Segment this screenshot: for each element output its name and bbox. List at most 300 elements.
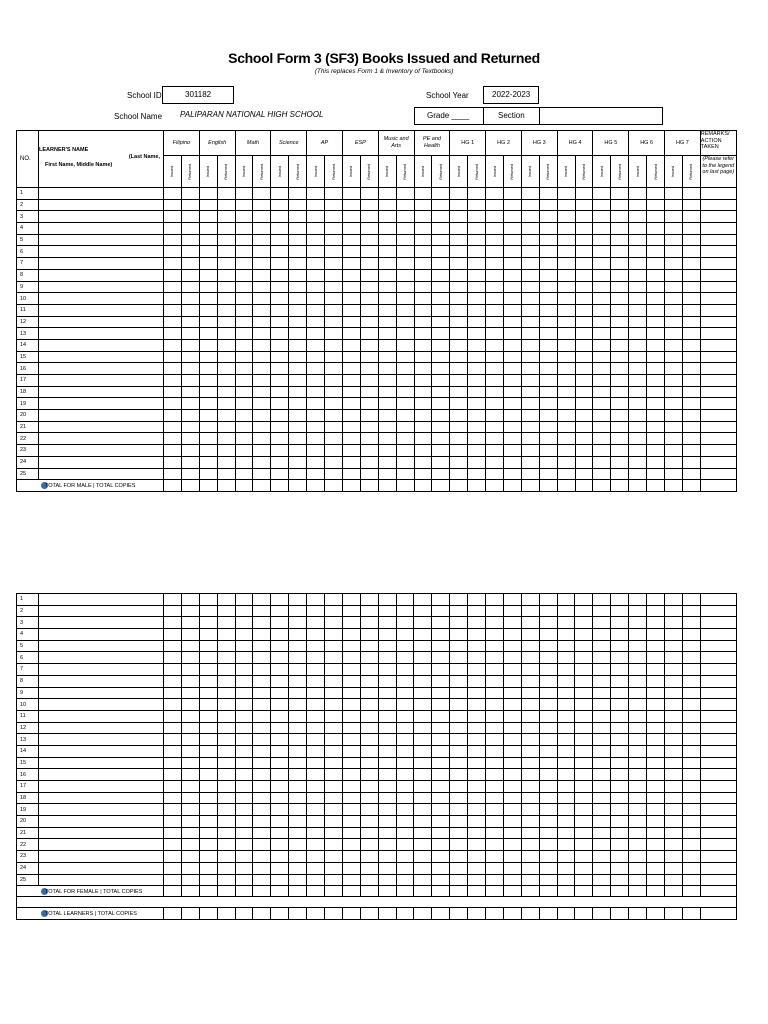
issued-cell[interactable]: [557, 781, 575, 793]
returned-cell[interactable]: [539, 769, 557, 781]
issued-cell[interactable]: [342, 269, 360, 281]
issued-cell[interactable]: [521, 398, 539, 410]
returned-cell[interactable]: [396, 258, 414, 270]
learner-name-cell[interactable]: [39, 640, 164, 652]
returned-cell[interactable]: [253, 351, 271, 363]
returned-cell[interactable]: [682, 710, 700, 722]
issued-cell[interactable]: [307, 199, 325, 211]
issued-cell[interactable]: [450, 445, 468, 457]
remarks-cell[interactable]: [700, 211, 736, 223]
total-cell[interactable]: [557, 480, 575, 492]
returned-cell[interactable]: [575, 629, 593, 641]
learner-name-cell[interactable]: [39, 675, 164, 687]
remarks-cell[interactable]: [700, 234, 736, 246]
issued-cell[interactable]: [378, 223, 396, 235]
total-cell[interactable]: [503, 908, 521, 920]
issued-cell[interactable]: [307, 839, 325, 851]
issued-cell[interactable]: [450, 281, 468, 293]
returned-cell[interactable]: [682, 617, 700, 629]
issued-cell[interactable]: [307, 386, 325, 398]
returned-cell[interactable]: [289, 246, 307, 258]
issued-cell[interactable]: [164, 258, 182, 270]
returned-cell[interactable]: [432, 246, 450, 258]
returned-cell[interactable]: [647, 675, 665, 687]
issued-cell[interactable]: [271, 223, 289, 235]
returned-cell[interactable]: [468, 640, 486, 652]
total-cell[interactable]: [396, 480, 414, 492]
returned-cell[interactable]: [611, 804, 629, 816]
returned-cell[interactable]: [468, 816, 486, 828]
issued-cell[interactable]: [486, 304, 504, 316]
returned-cell[interactable]: [611, 363, 629, 375]
returned-cell[interactable]: [253, 874, 271, 886]
learner-name-cell[interactable]: [39, 328, 164, 340]
returned-cell[interactable]: [539, 246, 557, 258]
issued-cell[interactable]: [521, 710, 539, 722]
returned-cell[interactable]: [611, 687, 629, 699]
issued-cell[interactable]: [235, 745, 253, 757]
total-cell[interactable]: [289, 886, 307, 897]
issued-cell[interactable]: [235, 456, 253, 468]
issued-cell[interactable]: [235, 363, 253, 375]
remarks-cell[interactable]: [700, 757, 736, 769]
returned-cell[interactable]: [217, 640, 235, 652]
returned-cell[interactable]: [396, 293, 414, 305]
returned-cell[interactable]: [217, 617, 235, 629]
returned-cell[interactable]: [647, 640, 665, 652]
issued-cell[interactable]: [486, 316, 504, 328]
returned-cell[interactable]: [682, 234, 700, 246]
returned-cell[interactable]: [289, 792, 307, 804]
issued-cell[interactable]: [414, 246, 432, 258]
issued-cell[interactable]: [342, 328, 360, 340]
issued-cell[interactable]: [521, 304, 539, 316]
returned-cell[interactable]: [289, 617, 307, 629]
returned-cell[interactable]: [575, 664, 593, 676]
learner-name-cell[interactable]: [39, 386, 164, 398]
returned-cell[interactable]: [325, 445, 343, 457]
issued-cell[interactable]: [521, 363, 539, 375]
issued-cell[interactable]: [414, 316, 432, 328]
issued-cell[interactable]: [235, 687, 253, 699]
issued-cell[interactable]: [521, 258, 539, 270]
returned-cell[interactable]: [253, 339, 271, 351]
total-cell[interactable]: [235, 886, 253, 897]
returned-cell[interactable]: [325, 816, 343, 828]
returned-cell[interactable]: [575, 792, 593, 804]
returned-cell[interactable]: [360, 293, 378, 305]
learner-name-cell[interactable]: [39, 339, 164, 351]
issued-cell[interactable]: [235, 433, 253, 445]
issued-cell[interactable]: [271, 375, 289, 387]
issued-cell[interactable]: [629, 258, 647, 270]
total-cell[interactable]: [181, 908, 199, 920]
returned-cell[interactable]: [647, 722, 665, 734]
issued-cell[interactable]: [235, 640, 253, 652]
issued-cell[interactable]: [450, 792, 468, 804]
returned-cell[interactable]: [217, 781, 235, 793]
remarks-cell[interactable]: [700, 410, 736, 422]
returned-cell[interactable]: [432, 874, 450, 886]
returned-cell[interactable]: [181, 363, 199, 375]
returned-cell[interactable]: [647, 304, 665, 316]
issued-cell[interactable]: [199, 769, 217, 781]
total-cell[interactable]: [414, 908, 432, 920]
issued-cell[interactable]: [342, 804, 360, 816]
remarks-cell[interactable]: [700, 640, 736, 652]
returned-cell[interactable]: [647, 398, 665, 410]
total-cell[interactable]: [521, 886, 539, 897]
returned-cell[interactable]: [432, 433, 450, 445]
returned-cell[interactable]: [289, 862, 307, 874]
issued-cell[interactable]: [378, 687, 396, 699]
issued-cell[interactable]: [235, 211, 253, 223]
issued-cell[interactable]: [307, 304, 325, 316]
returned-cell[interactable]: [253, 386, 271, 398]
issued-cell[interactable]: [378, 664, 396, 676]
returned-cell[interactable]: [396, 722, 414, 734]
returned-cell[interactable]: [539, 594, 557, 606]
returned-cell[interactable]: [217, 375, 235, 387]
returned-cell[interactable]: [432, 468, 450, 480]
returned-cell[interactable]: [468, 874, 486, 886]
learner-name-cell[interactable]: [39, 792, 164, 804]
returned-cell[interactable]: [575, 710, 593, 722]
returned-cell[interactable]: [647, 281, 665, 293]
returned-cell[interactable]: [325, 675, 343, 687]
issued-cell[interactable]: [414, 851, 432, 863]
returned-cell[interactable]: [325, 710, 343, 722]
issued-cell[interactable]: [629, 421, 647, 433]
returned-cell[interactable]: [468, 605, 486, 617]
issued-cell[interactable]: [271, 675, 289, 687]
total-cell[interactable]: [647, 480, 665, 492]
returned-cell[interactable]: [432, 445, 450, 457]
issued-cell[interactable]: [450, 246, 468, 258]
issued-cell[interactable]: [593, 328, 611, 340]
issued-cell[interactable]: [378, 710, 396, 722]
issued-cell[interactable]: [414, 223, 432, 235]
returned-cell[interactable]: [432, 827, 450, 839]
returned-cell[interactable]: [181, 199, 199, 211]
issued-cell[interactable]: [414, 211, 432, 223]
returned-cell[interactable]: [432, 675, 450, 687]
issued-cell[interactable]: [521, 617, 539, 629]
issued-cell[interactable]: [414, 710, 432, 722]
total-cell[interactable]: [360, 886, 378, 897]
issued-cell[interactable]: [629, 710, 647, 722]
issued-cell[interactable]: [521, 734, 539, 746]
returned-cell[interactable]: [539, 664, 557, 676]
issued-cell[interactable]: [235, 675, 253, 687]
returned-cell[interactable]: [575, 199, 593, 211]
issued-cell[interactable]: [593, 223, 611, 235]
issued-cell[interactable]: [307, 640, 325, 652]
returned-cell[interactable]: [253, 675, 271, 687]
returned-cell[interactable]: [181, 269, 199, 281]
returned-cell[interactable]: [396, 398, 414, 410]
remarks-cell[interactable]: [700, 675, 736, 687]
issued-cell[interactable]: [235, 769, 253, 781]
returned-cell[interactable]: [539, 687, 557, 699]
issued-cell[interactable]: [378, 816, 396, 828]
returned-cell[interactable]: [253, 375, 271, 387]
remarks-cell[interactable]: [700, 710, 736, 722]
issued-cell[interactable]: [450, 188, 468, 200]
returned-cell[interactable]: [253, 468, 271, 480]
returned-cell[interactable]: [181, 445, 199, 457]
issued-cell[interactable]: [593, 617, 611, 629]
issued-cell[interactable]: [199, 710, 217, 722]
returned-cell[interactable]: [396, 617, 414, 629]
learner-name-cell[interactable]: [39, 874, 164, 886]
issued-cell[interactable]: [199, 363, 217, 375]
issued-cell[interactable]: [521, 851, 539, 863]
returned-cell[interactable]: [253, 664, 271, 676]
returned-cell[interactable]: [682, 629, 700, 641]
remarks-cell[interactable]: [700, 722, 736, 734]
learner-name-cell[interactable]: [39, 421, 164, 433]
issued-cell[interactable]: [199, 675, 217, 687]
issued-cell[interactable]: [199, 234, 217, 246]
issued-cell[interactable]: [271, 398, 289, 410]
issued-cell[interactable]: [557, 710, 575, 722]
issued-cell[interactable]: [199, 211, 217, 223]
issued-cell[interactable]: [665, 211, 683, 223]
issued-cell[interactable]: [557, 316, 575, 328]
issued-cell[interactable]: [307, 722, 325, 734]
issued-cell[interactable]: [342, 816, 360, 828]
issued-cell[interactable]: [378, 363, 396, 375]
issued-cell[interactable]: [307, 816, 325, 828]
returned-cell[interactable]: [217, 211, 235, 223]
issued-cell[interactable]: [378, 468, 396, 480]
issued-cell[interactable]: [557, 433, 575, 445]
issued-cell[interactable]: [271, 188, 289, 200]
issued-cell[interactable]: [557, 675, 575, 687]
total-cell[interactable]: [557, 908, 575, 920]
issued-cell[interactable]: [521, 827, 539, 839]
returned-cell[interactable]: [539, 281, 557, 293]
issued-cell[interactable]: [199, 827, 217, 839]
issued-cell[interactable]: [629, 652, 647, 664]
returned-cell[interactable]: [325, 398, 343, 410]
total-cell[interactable]: [253, 886, 271, 897]
issued-cell[interactable]: [164, 351, 182, 363]
issued-cell[interactable]: [557, 664, 575, 676]
issued-cell[interactable]: [342, 386, 360, 398]
issued-cell[interactable]: [164, 246, 182, 258]
remarks-cell[interactable]: [700, 363, 736, 375]
returned-cell[interactable]: [253, 398, 271, 410]
issued-cell[interactable]: [414, 629, 432, 641]
issued-cell[interactable]: [378, 281, 396, 293]
returned-cell[interactable]: [611, 398, 629, 410]
issued-cell[interactable]: [593, 339, 611, 351]
returned-cell[interactable]: [289, 234, 307, 246]
returned-cell[interactable]: [289, 851, 307, 863]
total-cell[interactable]: [342, 480, 360, 492]
issued-cell[interactable]: [271, 199, 289, 211]
returned-cell[interactable]: [360, 675, 378, 687]
total-cell[interactable]: [289, 480, 307, 492]
returned-cell[interactable]: [468, 316, 486, 328]
issued-cell[interactable]: [199, 734, 217, 746]
returned-cell[interactable]: [682, 188, 700, 200]
issued-cell[interactable]: [629, 769, 647, 781]
returned-cell[interactable]: [682, 375, 700, 387]
issued-cell[interactable]: [235, 246, 253, 258]
returned-cell[interactable]: [647, 839, 665, 851]
issued-cell[interactable]: [414, 304, 432, 316]
issued-cell[interactable]: [378, 792, 396, 804]
issued-cell[interactable]: [593, 874, 611, 886]
issued-cell[interactable]: [521, 386, 539, 398]
returned-cell[interactable]: [360, 421, 378, 433]
returned-cell[interactable]: [325, 421, 343, 433]
learner-name-cell[interactable]: [39, 468, 164, 480]
total-cell[interactable]: [307, 908, 325, 920]
issued-cell[interactable]: [342, 687, 360, 699]
returned-cell[interactable]: [289, 328, 307, 340]
returned-cell[interactable]: [503, 605, 521, 617]
issued-cell[interactable]: [235, 629, 253, 641]
total-remarks-cell[interactable]: [700, 908, 736, 920]
issued-cell[interactable]: [271, 816, 289, 828]
returned-cell[interactable]: [217, 433, 235, 445]
returned-cell[interactable]: [325, 328, 343, 340]
issued-cell[interactable]: [414, 675, 432, 687]
issued-cell[interactable]: [450, 328, 468, 340]
returned-cell[interactable]: [647, 629, 665, 641]
returned-cell[interactable]: [360, 769, 378, 781]
returned-cell[interactable]: [217, 269, 235, 281]
issued-cell[interactable]: [199, 258, 217, 270]
issued-cell[interactable]: [486, 386, 504, 398]
remarks-cell[interactable]: [700, 456, 736, 468]
learner-name-cell[interactable]: [39, 699, 164, 711]
issued-cell[interactable]: [450, 851, 468, 863]
issued-cell[interactable]: [164, 699, 182, 711]
total-cell[interactable]: [164, 908, 182, 920]
issued-cell[interactable]: [664, 839, 682, 851]
issued-cell[interactable]: [271, 617, 289, 629]
returned-cell[interactable]: [611, 468, 629, 480]
returned-cell[interactable]: [253, 281, 271, 293]
issued-cell[interactable]: [164, 816, 182, 828]
issued-cell[interactable]: [629, 804, 647, 816]
issued-cell[interactable]: [307, 664, 325, 676]
returned-cell[interactable]: [468, 421, 486, 433]
remarks-cell[interactable]: [700, 199, 736, 211]
issued-cell[interactable]: [164, 827, 182, 839]
returned-cell[interactable]: [468, 687, 486, 699]
returned-cell[interactable]: [217, 421, 235, 433]
issued-cell[interactable]: [521, 652, 539, 664]
returned-cell[interactable]: [432, 328, 450, 340]
issued-cell[interactable]: [164, 617, 182, 629]
returned-cell[interactable]: [289, 745, 307, 757]
returned-cell[interactable]: [360, 211, 378, 223]
returned-cell[interactable]: [181, 640, 199, 652]
issued-cell[interactable]: [164, 640, 182, 652]
total-cell[interactable]: [575, 886, 593, 897]
returned-cell[interactable]: [325, 745, 343, 757]
issued-cell[interactable]: [164, 594, 182, 606]
school-name-field[interactable]: PALIPARAN NATIONAL HIGH SCHOOL: [180, 110, 324, 119]
issued-cell[interactable]: [486, 652, 504, 664]
issued-cell[interactable]: [593, 734, 611, 746]
total-cell[interactable]: [181, 886, 199, 897]
returned-cell[interactable]: [181, 781, 199, 793]
issued-cell[interactable]: [271, 594, 289, 606]
returned-cell[interactable]: [432, 398, 450, 410]
issued-cell[interactable]: [450, 316, 468, 328]
returned-cell[interactable]: [468, 328, 486, 340]
returned-cell[interactable]: [181, 699, 199, 711]
issued-cell[interactable]: [450, 652, 468, 664]
returned-cell[interactable]: [647, 687, 665, 699]
returned-cell[interactable]: [503, 757, 521, 769]
returned-cell[interactable]: [325, 316, 343, 328]
returned-cell[interactable]: [325, 617, 343, 629]
issued-cell[interactable]: [450, 258, 468, 270]
issued-cell[interactable]: [629, 862, 647, 874]
issued-cell[interactable]: [450, 687, 468, 699]
returned-cell[interactable]: [539, 375, 557, 387]
returned-cell[interactable]: [181, 386, 199, 398]
issued-cell[interactable]: [378, 734, 396, 746]
returned-cell[interactable]: [289, 640, 307, 652]
issued-cell[interactable]: [450, 874, 468, 886]
returned-cell[interactable]: [217, 710, 235, 722]
returned-cell[interactable]: [396, 675, 414, 687]
issued-cell[interactable]: [521, 874, 539, 886]
issued-cell[interactable]: [342, 363, 360, 375]
total-cell[interactable]: [664, 886, 682, 897]
learner-name-cell[interactable]: [39, 211, 164, 223]
remarks-cell[interactable]: [700, 734, 736, 746]
issued-cell[interactable]: [378, 605, 396, 617]
issued-cell[interactable]: [378, 804, 396, 816]
issued-cell[interactable]: [486, 188, 504, 200]
issued-cell[interactable]: [665, 433, 683, 445]
issued-cell[interactable]: [342, 664, 360, 676]
returned-cell[interactable]: [325, 839, 343, 851]
returned-cell[interactable]: [325, 234, 343, 246]
returned-cell[interactable]: [575, 687, 593, 699]
returned-cell[interactable]: [181, 293, 199, 305]
issued-cell[interactable]: [235, 851, 253, 863]
returned-cell[interactable]: [325, 386, 343, 398]
issued-cell[interactable]: [557, 363, 575, 375]
returned-cell[interactable]: [468, 792, 486, 804]
returned-cell[interactable]: [539, 757, 557, 769]
issued-cell[interactable]: [342, 640, 360, 652]
issued-cell[interactable]: [593, 640, 611, 652]
returned-cell[interactable]: [647, 363, 665, 375]
issued-cell[interactable]: [199, 745, 217, 757]
issued-cell[interactable]: [342, 293, 360, 305]
issued-cell[interactable]: [593, 839, 611, 851]
issued-cell[interactable]: [629, 629, 647, 641]
total-cell[interactable]: [325, 480, 343, 492]
returned-cell[interactable]: [575, 456, 593, 468]
issued-cell[interactable]: [235, 316, 253, 328]
returned-cell[interactable]: [217, 699, 235, 711]
returned-cell[interactable]: [253, 851, 271, 863]
returned-cell[interactable]: [217, 687, 235, 699]
